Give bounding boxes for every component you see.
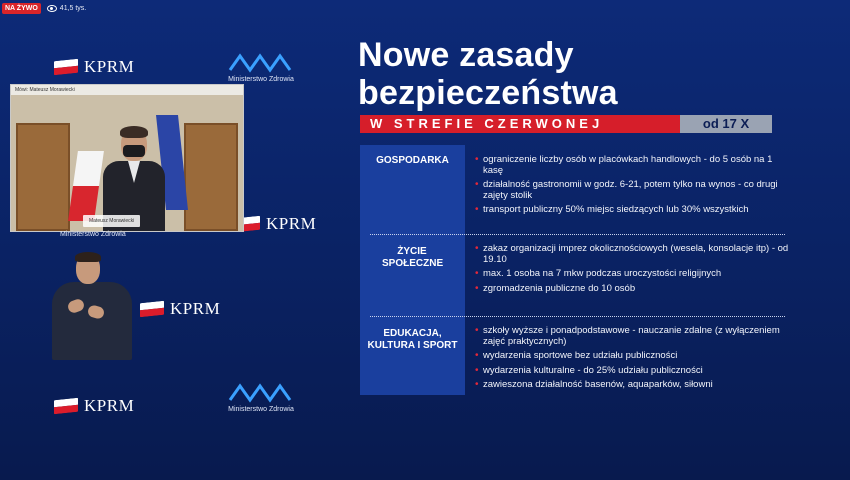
polish-flag-icon	[140, 301, 164, 318]
section-category: ŻYCIE SPOŁECZNE	[382, 246, 444, 269]
kprm-logo-text: KPRM	[84, 396, 135, 415]
section-divider	[370, 234, 785, 235]
list-item: • szkoły wyższe i ponadpodstawowe - nauczanie zdalne (z wyłączeniem zajęć praktycznych)	[475, 326, 795, 347]
video-room	[11, 95, 243, 231]
polish-flag-icon	[54, 59, 78, 76]
section-items	[475, 326, 795, 395]
ministry-wave-icon	[228, 382, 294, 404]
list-item: • zawieszona działalność basenów, aquaparków, siłowni	[475, 380, 795, 391]
section-category: EDUKACJA, KULTURA I SPORT	[367, 328, 458, 351]
ministry-logo	[228, 52, 294, 83]
list-item: • zakaz organizacji imprez okolicznościowych (wesela, konsolacje itp) - od 19.10	[475, 244, 795, 265]
slide-title-line2: bezpieczeństwa	[358, 74, 618, 112]
category-panel	[360, 145, 465, 395]
sign-language-interpreter	[50, 250, 134, 360]
ministry-logo	[228, 382, 294, 413]
list-item: • wydarzenia sportowe bez udziału publiczności	[475, 351, 795, 362]
kprm-logo-text: KPRM	[170, 299, 221, 318]
list-item: • działalność gastronomii w godz. 6-21, potem tylko na wynos - co drugi zajęty stolik	[475, 180, 795, 201]
kprm-logo-text: KPRM	[266, 214, 317, 233]
face-mask	[123, 145, 145, 157]
list-item: • ograniczenie liczby osób w placówkach handlowych - do 5 osób na 1 kasę	[475, 155, 795, 176]
section-category: GOSPODARKA	[376, 155, 449, 166]
door-right	[184, 123, 238, 231]
viewer-count-text: 41,5 tys.	[59, 4, 87, 12]
band-text: W STREFIE CZERWONEJ	[360, 115, 680, 133]
door-left	[16, 123, 70, 231]
speaker-video	[10, 84, 244, 232]
section-items	[475, 244, 795, 298]
video-speaker-label: Mówi: Mateusz Morawiecki	[11, 85, 243, 95]
kprm-logo	[54, 396, 134, 416]
band-date: od 17 X	[680, 115, 772, 133]
kprm-logo	[236, 214, 316, 234]
viewer-count	[47, 5, 86, 12]
video-caption: Ministerstwo Zdrowia	[60, 231, 126, 238]
ministry-logo-text: Ministerstwo Zdrowia	[228, 76, 294, 83]
video-name-tag: Mateusz Morawiecki	[83, 215, 140, 227]
live-badge: NA ŻYWO	[2, 3, 41, 14]
list-item: • wydarzenia kulturalne - do 25% udziału publiczności	[475, 366, 795, 377]
list-item: • transport publiczny 50% miejsc siedzących lub 30% wszystkich	[475, 205, 795, 216]
section-divider	[370, 316, 785, 317]
eye-icon	[47, 5, 57, 12]
polish-flag-banner	[68, 151, 104, 221]
list-item: • zgromadzenia publiczne do 10 osób	[475, 284, 795, 295]
kprm-logo	[140, 299, 220, 319]
ministry-wave-icon	[228, 52, 294, 74]
kprm-logo-text: KPRM	[84, 57, 135, 76]
stream-status-bar	[0, 0, 86, 16]
red-zone-band	[360, 115, 772, 133]
section-items	[475, 155, 795, 220]
polish-flag-icon	[54, 398, 78, 415]
slide-title-line1: Nowe zasady	[358, 36, 574, 74]
list-item: • max. 1 osoba na 7 mkw podczas uroczystości religijnych	[475, 269, 795, 280]
kprm-logo	[54, 57, 134, 77]
slide-title	[358, 36, 618, 112]
ministry-logo-text: Ministerstwo Zdrowia	[228, 406, 294, 413]
